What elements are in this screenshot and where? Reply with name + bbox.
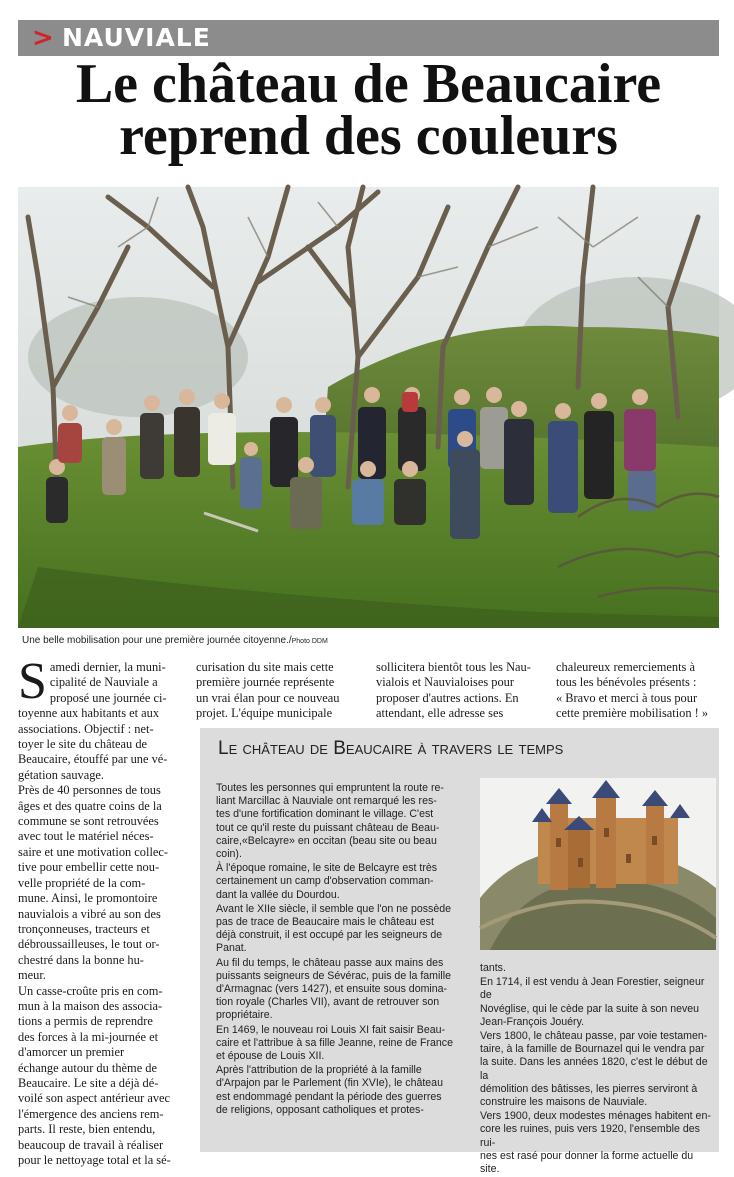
article-line: d'amorcer un premier xyxy=(18,1045,125,1060)
castle-model-photo xyxy=(480,778,716,950)
sidebar-line: la suite. Dans les années 1820, c'est le début de la xyxy=(480,1056,708,1082)
sidebar-line: tes d'une fortification dominant le village. C'est xyxy=(216,808,434,821)
sidebar-line: Vers 1800, le château passe, par voie testamen- xyxy=(480,1030,708,1043)
group-photo xyxy=(18,187,719,628)
article-line: projet. L'équipe municipale xyxy=(196,706,333,721)
castle-model-illustration xyxy=(480,778,716,950)
article-line: cipalité de Nauviale a xyxy=(49,675,158,690)
article-line: Un casse-croûte pris en com- xyxy=(18,983,163,998)
article-line: associations. Objectif : net- xyxy=(18,721,154,736)
headline-line-1: Le château de Beaucaire xyxy=(75,53,662,115)
sidebar-column-2 xyxy=(480,962,716,1177)
article-line: « Bravo et merci à tous pour xyxy=(556,690,698,705)
section-banner xyxy=(18,20,719,56)
sidebar-line: dant la vallée du Dourdou. xyxy=(216,888,340,901)
sidebar-line: liant Marcillac à Nauviale ont remarqué les res- xyxy=(216,795,437,808)
sidebar-paragraph xyxy=(480,976,716,1029)
article-line: pour le nettoyage total et la sé- xyxy=(18,1153,171,1167)
article-line: vialois et Nauvialoises pour xyxy=(376,675,514,690)
article-line: Beaucaire. Le site a déjà dé- xyxy=(18,1075,159,1090)
headline-line-2: reprend des couleurs xyxy=(119,105,618,167)
sidebar-line: Toutes les personnes qui empruntent la route re- xyxy=(216,782,444,794)
article-column-3 xyxy=(376,660,540,722)
sidebar-line: d'Arpajon par le Parlement (fin XVIe), le château xyxy=(216,1077,443,1090)
sidebar-paragraph xyxy=(480,1030,716,1109)
sidebar-line: coin). xyxy=(216,848,242,861)
headline xyxy=(18,53,719,167)
sidebar-line: En 1714, il est vendu à Jean Forestier, seigneur de xyxy=(480,976,705,1002)
sidebar-paragraph xyxy=(480,962,716,975)
group-photo-illustration xyxy=(18,187,719,628)
article-column-4 xyxy=(556,660,719,722)
article-line: l'émergence des anciens rem- xyxy=(18,1106,164,1121)
article-column-3-text xyxy=(376,660,540,722)
article-line: nauvialois a vibré au son des xyxy=(18,906,161,921)
article-line: avec tout le matériel néces- xyxy=(18,829,154,844)
sidebar-line: démolition des bâtisses, les pierres serviront à xyxy=(480,1082,698,1095)
sidebar-line: d'Armagnac (vers 1427), et ensuite sous domina- xyxy=(216,983,448,996)
section-label: NAUVIALE xyxy=(62,23,211,52)
sidebar-paragraph xyxy=(216,957,454,1023)
article-line: mun à la maison des associa- xyxy=(18,998,163,1013)
sidebar-line: tout ce qu'il reste du puissant château de Beau- xyxy=(216,821,440,834)
sidebar-title: Le château de Beaucaire à travers le temps xyxy=(218,738,564,759)
sidebar-line: puissants seigneurs de Sévérac, puis de la famille xyxy=(216,969,451,982)
article-line: tronçonneuses, tracteurs et xyxy=(18,921,150,936)
article-line: tive pour embellir cette nou- xyxy=(18,860,160,875)
article-line: des forces à la mi-journée et xyxy=(18,1029,159,1044)
article-dropcap: S xyxy=(18,653,47,710)
sidebar-line: En 1469, le nouveau roi Louis XI fait saisir Beau- xyxy=(216,1023,446,1036)
photo-credit: Photo DDM xyxy=(291,638,328,645)
article-line: velle propriété de la com- xyxy=(18,875,146,890)
article-line: un vrai élan pour ce nouveau xyxy=(196,690,340,705)
article-line: toyer le site du château de xyxy=(18,737,148,752)
sidebar-line: caire et l'attribue à sa fille Jeanne, reine de France xyxy=(216,1036,453,1049)
sidebar-line: tants. xyxy=(480,962,506,974)
sidebar-line: Panat. xyxy=(216,942,247,955)
sidebar-line: de religions, opposant catholiques et protes- xyxy=(216,1103,424,1116)
article-column-2 xyxy=(196,660,360,722)
sidebar-line: caire,«Belcayre» en occitan (beau site ou beau xyxy=(216,834,437,847)
sidebar-line: Avant le XIIe siècle, il semble que l'on ne possède xyxy=(216,902,452,915)
sidebar-line: certainement un camp d'observation comman- xyxy=(216,875,434,888)
photo-caption xyxy=(22,634,722,648)
sidebar-line: est endommagé pendant la période des guerres xyxy=(216,1090,442,1103)
sidebar-line: taire, à la famille de Bournazel qui le vendra par xyxy=(480,1043,705,1056)
article-line: toyenne aux habitants et aux xyxy=(18,706,160,721)
article-line: chaleureux remerciements à xyxy=(556,660,695,674)
sidebar-line: site. xyxy=(480,1163,500,1176)
sidebar-line: et épouse de Louis XII. xyxy=(216,1050,325,1063)
article-line: parts. Il reste, bien entendu, xyxy=(18,1122,156,1137)
article-line: beaucoup de travail à réaliser xyxy=(18,1137,164,1152)
article-line: sollicitera bientôt tous les Nau- xyxy=(376,660,531,674)
article-line: commune se sont retrouvées xyxy=(18,814,159,829)
article-line: meur. xyxy=(18,968,46,983)
sidebar-paragraph xyxy=(216,862,454,902)
sidebar-line: déjà construit, il est occupé par les seigneurs de xyxy=(216,929,443,942)
article-line: tions a permis de reprendre xyxy=(18,1014,153,1029)
sidebar-line: propriétaire. xyxy=(216,1009,273,1022)
article-line: curisation du site mais cette xyxy=(196,660,334,674)
sidebar-paragraph xyxy=(216,903,454,956)
article-column-4-text xyxy=(556,660,719,722)
article-line: débroussailleuses, le tout or- xyxy=(18,937,160,952)
sidebar-line: tion royale (Charles VII), avant de retrouver son xyxy=(216,996,440,1009)
sidebar-line: core les ruines, puis vers 1920, l'ensemble des rui- xyxy=(480,1123,700,1149)
article-line: saire et une motivation collec- xyxy=(18,844,169,859)
article-line: Près de 40 personnes de tous xyxy=(18,783,161,798)
article-line: proposer d'autres actions. En xyxy=(376,690,519,705)
sidebar-line: Après l'attribution de la propriété à la famille xyxy=(216,1064,422,1077)
article-line: tous les bénévoles présents : xyxy=(556,675,697,690)
sidebar-paragraph xyxy=(480,1110,716,1176)
history-sidebar xyxy=(200,728,719,1176)
article-line: première journée représente xyxy=(196,675,335,690)
article-line: gétation sauvage. xyxy=(18,767,105,782)
article-line: voilé son aspect antérieur avec xyxy=(18,1091,171,1106)
sidebar-column-1 xyxy=(216,782,454,1118)
sidebar-paragraph xyxy=(216,782,454,861)
sidebar-line: pas de trace de Beaucaire mais le château est xyxy=(216,916,434,929)
article-column-1 xyxy=(18,653,182,1168)
sidebar-line: À l'époque romaine, le site de Belcayre est très xyxy=(216,862,438,875)
article-line: mune. Ainsi, le promontoire xyxy=(18,891,158,906)
article-line: chestré dans la bonne hu- xyxy=(18,952,144,967)
photo-caption-text: Une belle mobilisation pour une première journée citoyenne./ xyxy=(22,635,292,646)
article-column-2-text xyxy=(196,660,360,722)
article-line: Beaucaire, étouffé par une vé- xyxy=(18,752,168,767)
article-line: cette première mobilisation ! » xyxy=(556,706,709,721)
article-line: échange autour du thème de xyxy=(18,1060,157,1075)
sidebar-line: Au fil du temps, le château passe aux mains des xyxy=(216,956,444,969)
sidebar-line: nes est rasé pour donner la forme actuelle du xyxy=(480,1149,694,1162)
sidebar-line: Jean-François Jouéry. xyxy=(480,1015,585,1028)
article-line: amedi dernier, la muni- xyxy=(49,660,166,674)
sidebar-paragraph xyxy=(216,1064,454,1117)
sidebar-line: Novéglise, qui le cède par la suite à son neveu xyxy=(480,1002,700,1015)
article-line: attendant, elle adresse ses xyxy=(376,706,504,721)
article-line: âges et des quatre coins de la xyxy=(18,798,162,813)
sidebar-paragraph xyxy=(216,1024,454,1064)
sidebar-line: construire les maisons de Nauviale. xyxy=(480,1096,648,1109)
article-column-1-text xyxy=(18,653,182,1168)
section-arrow: > xyxy=(32,23,54,53)
sidebar-line: Vers 1900, deux modestes ménages habitent en- xyxy=(480,1110,711,1123)
article-line: proposé une journée ci- xyxy=(49,690,167,705)
